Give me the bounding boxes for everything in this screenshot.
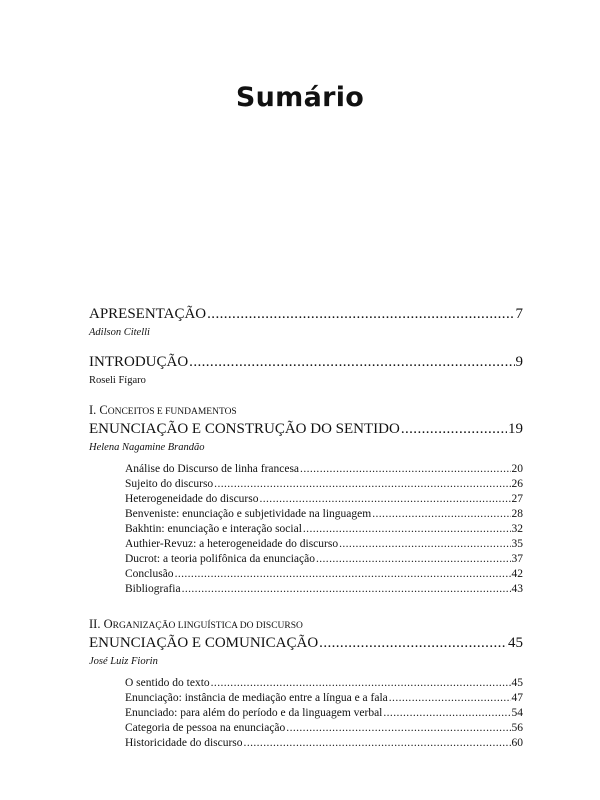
toc-subentry-label: Sujeito do discurso [125,478,214,490]
toc-subentry-label: Análise do Discurso de linha francesa [125,463,300,475]
toc-subentry[interactable] [89,492,523,507]
toc-subentry-label: Benveniste: enunciação e subjetividade na linguagem [125,508,372,520]
leader-dots [389,693,511,705]
toc-chapter-page: 45 [508,635,523,651]
leader-dots [189,355,514,370]
toc-subentry-page: 47 [511,692,523,704]
leader-dots [214,479,510,491]
leader-dots [244,738,511,750]
toc-subentry-page: 26 [511,478,523,490]
toc-subentry[interactable] [89,507,523,522]
toc-subentry[interactable] [89,552,523,567]
toc-subentry[interactable] [89,736,523,751]
leader-dots [259,494,510,506]
toc-subentry[interactable] [89,582,523,597]
toc-subentry[interactable] [89,522,523,537]
toc-chapter-page: 19 [508,421,523,437]
page-title: Sumário [235,82,365,113]
part-title: ONCEITOS E FUNDAMENTOS [107,407,237,417]
toc-chapter-label: ENUNCIAÇÃO E COMUNICAÇÃO [89,635,319,651]
toc-subentry-label: Enunciado: para além do período e da linguagem verbal [125,707,383,719]
toc-subentry-page: 32 [511,523,523,535]
leader-dots [182,584,511,596]
toc-entry-author: Adilson Citelli [89,327,150,338]
toc-chapter-1[interactable] [89,420,523,439]
toc-subentry-label: O sentido do texto [125,677,210,689]
toc-entry-label: APRESENTAÇÃO [89,306,207,322]
toc-subentry-label: Bakhtin: enunciação e interação social [125,523,302,535]
toc-subentry-page: 35 [511,538,523,550]
toc-subentry[interactable] [89,721,523,736]
toc-subentry-page: 60 [511,737,523,749]
toc-subentry[interactable] [89,706,523,721]
leader-dots [211,678,511,690]
toc-chapter-label: ENUNCIAÇÃO E CONSTRUÇÃO DO SENTIDO [89,421,400,437]
toc-subentry-page: 45 [511,677,523,689]
leader-dots [316,554,511,566]
part-heading-1 [89,403,523,420]
toc-subentry-page: 37 [511,553,523,565]
toc-subentry[interactable] [89,477,523,492]
leader-dots [401,422,507,437]
toc-subentry-label: Historicidade do discurso [125,737,243,749]
toc-subentry-page: 43 [511,583,523,595]
leader-dots [319,636,507,651]
toc-chapter-author: José Luiz Fiorin [89,656,158,667]
toc-entry-introducao[interactable] [89,353,523,372]
leader-dots [383,708,510,720]
toc-subentry-page: 27 [511,493,523,505]
toc-subentry-label: Authier-Revuz: a heterogeneidade do discurso [125,538,339,550]
leader-dots [175,569,511,581]
toc-subentry-label: Categoria de pessoa na enunciação [125,722,286,734]
toc-subentry-label: Conclusão [125,568,174,580]
toc-subentry-page: 20 [511,463,523,475]
part-title: RGANIZAÇÃO LINGUÍSTICA DO DISCURSO [112,621,303,631]
leader-dots [286,723,510,735]
toc-subentry-page: 54 [511,707,523,719]
toc-subentry-page: 56 [511,722,523,734]
toc-entry-label: INTRODUÇÃO [89,354,189,370]
toc-subentry[interactable] [89,537,523,552]
toc-entry-page: 7 [515,306,523,322]
toc-entry-author: Roseli Fígaro [89,375,146,386]
toc-entry-apresentacao[interactable] [89,305,523,324]
part-numeral: I. C [89,403,108,417]
toc-chapter-author: Helena Nagamine Brandão [89,442,205,453]
toc-chapter-2[interactable] [89,634,523,653]
leader-dots [300,464,510,476]
leader-dots [339,539,510,551]
toc-subentry[interactable] [89,462,523,477]
toc-subentry-label: Bibliografia [125,583,181,595]
leader-dots [372,509,510,521]
part1-subentries [89,462,523,597]
toc-subentry-label: Enunciação: instância de mediação entre a língua e a fala [125,692,388,704]
part-numeral: II. O [89,617,113,631]
toc-subentry-label: Heterogeneidade do discurso [125,493,259,505]
toc-subentry-page: 42 [511,568,523,580]
toc-subentry-page: 28 [511,508,523,520]
toc-entry-page: 9 [515,354,523,370]
leader-dots [207,307,514,322]
toc-subentry-label: Ducrot: a teoria polifônica da enunciação [125,553,315,565]
part-heading-2 [89,617,523,634]
leader-dots [303,524,511,536]
part2-subentries [89,676,523,751]
toc-subentry[interactable] [89,676,523,691]
table-of-contents [89,305,523,751]
toc-subentry[interactable] [89,691,523,706]
toc-subentry[interactable] [89,567,523,582]
